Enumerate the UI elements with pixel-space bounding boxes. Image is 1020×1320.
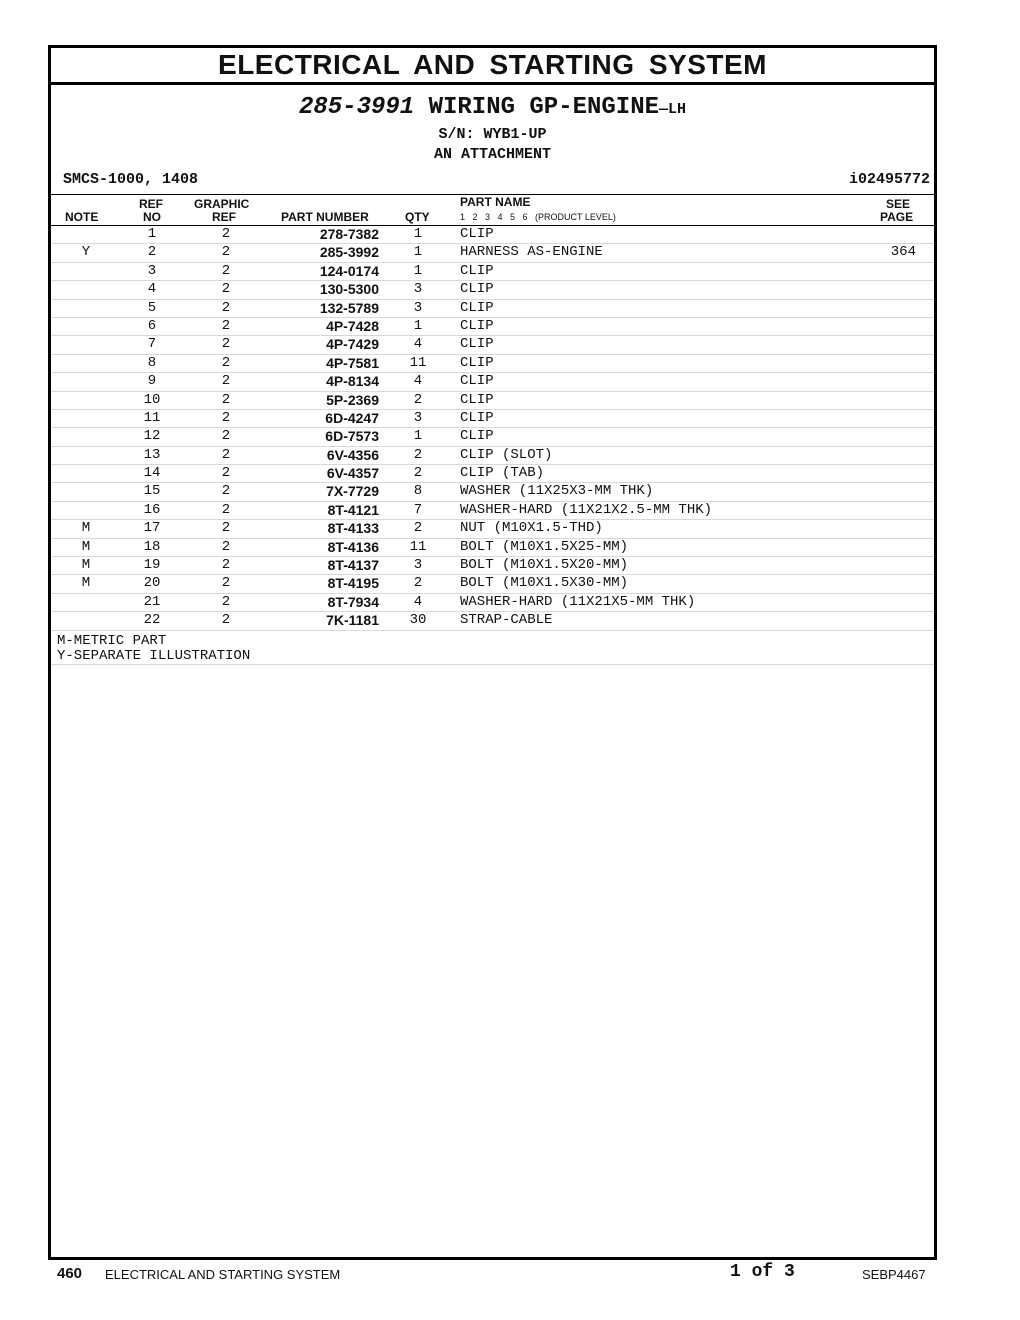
col-ref-top: REF xyxy=(139,197,163,211)
part-name: CLIP xyxy=(460,373,494,390)
group-header xyxy=(51,85,934,165)
part-name: WASHER-HARD (11X21X5-MM THK) xyxy=(460,593,696,610)
col-part-number: PART NUMBER xyxy=(281,210,369,224)
serial-number: S/N: WYB1-UP xyxy=(438,126,547,143)
graphic-ref: 2 xyxy=(221,317,231,334)
quantity: 1 xyxy=(413,428,423,445)
part-row xyxy=(51,428,934,446)
part-row xyxy=(51,300,934,318)
quantity: 1 xyxy=(413,226,423,242)
graphic-ref: 2 xyxy=(221,446,231,463)
col-qty: QTY xyxy=(405,210,430,224)
page-number: 460 xyxy=(57,1265,83,1282)
graphic-ref: 2 xyxy=(221,520,231,537)
footer-section: ELECTRICAL AND STARTING SYSTEM xyxy=(105,1267,341,1282)
part-row xyxy=(51,557,934,575)
ref-number: 9 xyxy=(147,373,157,390)
part-row xyxy=(51,410,934,428)
page-of: 1 of 3 xyxy=(730,1262,795,1282)
part-row xyxy=(51,594,934,612)
quantity: 30 xyxy=(409,612,427,629)
part-number: 4P-8134 xyxy=(326,373,379,390)
part-row xyxy=(51,318,934,336)
graphic-ref: 2 xyxy=(221,336,231,353)
quantity: 1 xyxy=(413,244,423,261)
part-name: NUT (M10X1.5-THD) xyxy=(460,520,603,537)
part-row xyxy=(51,355,934,373)
col-graphic-bottom: REF xyxy=(212,210,236,224)
part-number: 8T-4195 xyxy=(327,575,379,592)
ref-number: 5 xyxy=(147,299,157,316)
part-name: CLIP xyxy=(460,226,494,242)
part-name: CLIP xyxy=(460,262,494,279)
col-see-top: SEE xyxy=(886,197,911,211)
quantity: 4 xyxy=(413,373,423,390)
ref-number: 20 xyxy=(143,575,161,592)
notes xyxy=(57,634,934,664)
part-name: CLIP xyxy=(460,317,494,334)
part-name: CLIP xyxy=(460,336,494,353)
quantity: 2 xyxy=(413,446,423,463)
quantity: 2 xyxy=(413,465,423,482)
quantity: 3 xyxy=(413,409,423,426)
graphic-ref: 2 xyxy=(221,428,231,445)
ref-number: 19 xyxy=(143,557,161,574)
part-number: 8T-4133 xyxy=(327,520,379,537)
quantity: 3 xyxy=(413,557,423,574)
part-row xyxy=(51,244,934,262)
part-name: STRAP-CABLE xyxy=(460,612,553,629)
ref-number: 10 xyxy=(143,391,161,408)
graphic-ref: 2 xyxy=(221,575,231,592)
part-number: 6V-4356 xyxy=(326,446,379,463)
part-name: CLIP xyxy=(460,391,494,408)
part-number: 6D-4247 xyxy=(325,409,379,426)
col-graphic-top: GRAPHIC xyxy=(194,197,250,211)
ref-number: 17 xyxy=(143,520,161,537)
part-row xyxy=(51,465,934,483)
graphic-ref: 2 xyxy=(221,501,231,518)
ref-number: 16 xyxy=(143,501,161,518)
graphic-ref: 2 xyxy=(221,262,231,279)
ref-number: 8 xyxy=(147,354,157,371)
ref-number: 11 xyxy=(143,409,161,426)
part-note: Y xyxy=(81,244,91,261)
quantity: 7 xyxy=(413,501,423,518)
quantity: 4 xyxy=(413,336,423,353)
group-number: 285-3991 xyxy=(298,94,415,121)
smcs-row xyxy=(51,168,934,190)
part-row xyxy=(51,263,934,281)
doc-code: i02495772 xyxy=(848,170,930,188)
part-row xyxy=(51,373,934,391)
graphic-ref: 2 xyxy=(221,465,231,482)
quantity: 4 xyxy=(413,593,423,610)
part-name: CLIP (TAB) xyxy=(460,465,545,482)
column-header xyxy=(51,195,934,226)
graphic-ref: 2 xyxy=(221,593,231,610)
quantity: 2 xyxy=(413,520,423,537)
note-separate: Y-SEPARATE ILLUSTRATION xyxy=(57,648,251,664)
col-note: NOTE xyxy=(65,210,99,224)
part-row xyxy=(51,226,934,244)
ref-number: 6 xyxy=(147,317,157,334)
graphic-ref: 2 xyxy=(221,612,231,629)
part-number: 7X-7729 xyxy=(326,483,379,500)
page-frame xyxy=(48,45,937,1260)
attachment-label: AN ATTACHMENT xyxy=(433,146,552,163)
doc-id: SEBP4467 xyxy=(862,1267,926,1282)
part-name: HARNESS AS-ENGINE xyxy=(460,244,603,261)
quantity: 11 xyxy=(409,538,427,555)
part-number: 6V-4357 xyxy=(326,465,379,482)
ref-number: 14 xyxy=(143,465,161,482)
part-number: 7K-1181 xyxy=(326,612,379,629)
part-note: M xyxy=(81,520,91,537)
part-name: WASHER (11X25X3-MM THK) xyxy=(460,483,654,500)
part-number: 8T-4121 xyxy=(327,501,379,518)
part-note: M xyxy=(81,575,91,592)
quantity: 8 xyxy=(413,483,423,500)
quantity: 3 xyxy=(413,281,423,298)
part-number: 4P-7429 xyxy=(326,336,379,353)
part-name: BOLT (M10X1.5X20-MM) xyxy=(460,557,629,574)
col-ref-bottom: NO xyxy=(143,210,161,224)
graphic-ref: 2 xyxy=(221,538,231,555)
part-number: 4P-7428 xyxy=(326,317,379,334)
part-number: 130-5300 xyxy=(319,281,379,298)
part-name: BOLT (M10X1.5X25-MM) xyxy=(460,538,629,555)
section-title: ELECTRICAL AND STARTING SYSTEM xyxy=(51,48,934,85)
quantity: 1 xyxy=(413,317,423,334)
graphic-ref: 2 xyxy=(221,244,231,261)
parts-list xyxy=(51,226,934,631)
graphic-ref: 2 xyxy=(221,354,231,371)
part-note: M xyxy=(81,538,91,555)
part-number: 6D-7573 xyxy=(325,428,379,445)
part-number: 8T-4136 xyxy=(327,538,379,555)
ref-number: 4 xyxy=(147,281,157,298)
part-row xyxy=(51,392,934,410)
part-name: BOLT (M10X1.5X30-MM) xyxy=(460,575,629,592)
ref-number: 15 xyxy=(143,483,161,500)
part-number: 5P-2369 xyxy=(326,391,379,408)
see-page: 364 xyxy=(890,244,916,261)
quantity: 1 xyxy=(413,262,423,279)
graphic-ref: 2 xyxy=(221,391,231,408)
part-note: M xyxy=(81,557,91,574)
ref-number: 21 xyxy=(143,593,161,610)
group-suffix: LH xyxy=(668,101,687,118)
part-row xyxy=(51,520,934,538)
part-row xyxy=(51,575,934,593)
ref-number: 22 xyxy=(143,612,161,629)
quantity: 3 xyxy=(413,299,423,316)
graphic-ref: 2 xyxy=(221,299,231,316)
ref-number: 3 xyxy=(147,262,157,279)
ref-number: 13 xyxy=(143,446,161,463)
ref-number: 7 xyxy=(147,336,157,353)
part-name: CLIP xyxy=(460,409,494,426)
part-row xyxy=(51,447,934,465)
part-name: CLIP xyxy=(460,428,494,445)
part-row xyxy=(51,612,934,630)
graphic-ref: 2 xyxy=(221,409,231,426)
graphic-ref: 2 xyxy=(221,226,231,242)
part-name: CLIP xyxy=(460,299,494,316)
part-name: WASHER-HARD (11X21X2.5-MM THK) xyxy=(460,501,713,518)
quantity: 2 xyxy=(413,391,423,408)
part-number: 132-5789 xyxy=(319,299,379,316)
graphic-ref: 2 xyxy=(221,281,231,298)
ref-number: 1 xyxy=(147,226,157,242)
part-row xyxy=(51,539,934,557)
ref-number: 2 xyxy=(147,244,157,261)
note-metric: M-METRIC PART xyxy=(57,633,167,649)
col-see-bottom: PAGE xyxy=(880,210,914,224)
col-part-name: PART NAME xyxy=(460,195,531,209)
graphic-ref: 2 xyxy=(221,557,231,574)
part-number: 8T-7934 xyxy=(327,593,379,610)
footer xyxy=(0,1262,1020,1288)
part-number: 285-3992 xyxy=(319,244,379,261)
col-product-levels: 1 2 3 4 5 6 (PRODUCT LEVEL) xyxy=(460,212,616,222)
notes-rule xyxy=(51,664,934,665)
part-row xyxy=(51,281,934,299)
part-name: CLIP (SLOT) xyxy=(460,446,553,463)
part-number: 8T-4137 xyxy=(327,557,379,574)
graphic-ref: 2 xyxy=(221,483,231,500)
quantity: 11 xyxy=(409,354,427,371)
smcs-code: SMCS-1000, 1408 xyxy=(63,170,199,188)
part-number: 124-0174 xyxy=(319,262,379,279)
part-name: CLIP xyxy=(460,354,494,371)
part-row xyxy=(51,502,934,520)
part-number: 4P-7581 xyxy=(326,354,379,371)
group-name: WIRING GP-ENGINE xyxy=(428,94,660,121)
part-name: CLIP xyxy=(460,281,494,298)
graphic-ref: 2 xyxy=(221,373,231,390)
part-row xyxy=(51,483,934,501)
part-number: 278-7382 xyxy=(319,226,379,242)
quantity: 2 xyxy=(413,575,423,592)
group-title: 285-3991 WIRING GP-ENGINE—LH xyxy=(298,94,687,121)
ref-number: 18 xyxy=(143,538,161,555)
ref-number: 12 xyxy=(143,428,161,445)
part-row xyxy=(51,336,934,354)
